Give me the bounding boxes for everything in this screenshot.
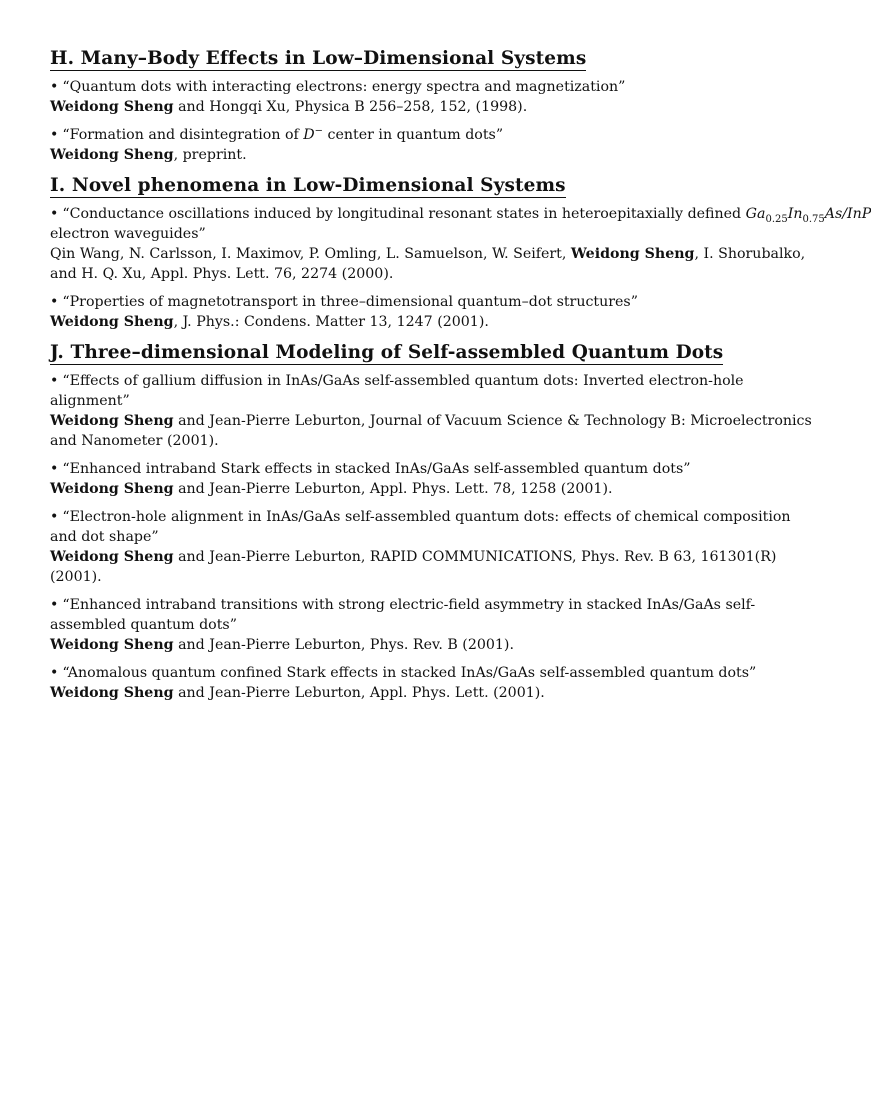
author-name: Weidong Sheng (50, 549, 174, 565)
publication-citation: Weidong Sheng and Jean-Pierre Leburton, RAPID COMMUNICATIONS, Phys. Rev. B 63, 161301(R) (2001). (50, 549, 777, 585)
publication-entry (50, 507, 820, 587)
publication-citation: Weidong Sheng and Jean-Pierre Leburton, Phys. Rev. B (2001). (50, 637, 514, 653)
publication-citation: Qin Wang, N. Carlsson, I. Maximov, P. Omling, L. Samuelson, W. Seifert, Weidong Sheng, I. Shorubalko, and H. Q. Xu, Appl. Phys. Lett. 76, 2274 (2000). (50, 246, 806, 282)
publication-entry (50, 371, 820, 451)
publication-citation: Weidong Sheng and Jean-Pierre Leburton, Journal of Vacuum Science & Technology B: Microelectronics and Nanometer (2001). (50, 413, 812, 449)
bullet-icon: • (50, 509, 59, 525)
publication-title: • “Anomalous quantum confined Stark effects in stacked InAs/GaAs self-assembled quantum dots” (50, 665, 757, 681)
publication-citation: Weidong Sheng, J. Phys.: Condens. Matter 13, 1247 (2001). (50, 314, 489, 330)
bullet-icon: • (50, 461, 59, 477)
publication-entry (50, 204, 871, 284)
author-name: Weidong Sheng (50, 314, 174, 330)
publication-entry (50, 595, 820, 655)
section-heading: J. Three–dimensional Modeling of Self-assembled Quantum Dots (50, 342, 724, 363)
author-name: Weidong Sheng (50, 685, 174, 701)
publication-title: • “Enhanced intraband transitions with strong electric-field asymmetry in stacked InAs/GaAs self-assembled quantum dots” (50, 597, 756, 633)
bullet-icon: • (50, 373, 59, 389)
publication-entry (50, 459, 820, 499)
bullet-icon: • (50, 665, 59, 681)
section-i (50, 175, 871, 332)
publication-title: • “Quantum dots with interacting electrons: energy spectra and magnetization” (50, 79, 626, 95)
section-heading: H. Many–Body Effects in Low–Dimensional Systems (50, 48, 587, 69)
publication-title: • “Conductance oscillations induced by longitudinal resonant states in heteroepitaxially defined $Ga_{0.25}In_{0.75}As$/InP (50, 206, 871, 225)
bullet-icon: • (50, 206, 59, 222)
publication-title: • “Formation and disintegration of D− center in quantum dots” (50, 125, 504, 143)
publication-entry (50, 77, 820, 117)
author-name: Weidong Sheng (50, 637, 174, 653)
author-name: Weidong Sheng (50, 481, 174, 497)
section-j (50, 342, 820, 703)
publication-entry (50, 125, 820, 165)
section-h (50, 48, 820, 165)
author-name: Weidong Sheng (50, 147, 174, 163)
publication-title: • “Effects of gallium diffusion in InAs/GaAs self-assembled quantum dots: Inverted electron-hole alignment” (50, 373, 744, 409)
author-name: Weidong Sheng (570, 246, 695, 262)
publication-title-continued: electron waveguides” (50, 226, 206, 242)
author-name: Weidong Sheng (50, 99, 174, 115)
publication-citation: Weidong Sheng and Jean-Pierre Leburton, Appl. Phys. Lett. 78, 1258 (2001). (50, 481, 613, 497)
publication-title: • “Enhanced intraband Stark effects in stacked InAs/GaAs self-assembled quantum dots” (50, 461, 691, 477)
bullet-icon: • (50, 79, 59, 95)
publication-citation: Weidong Sheng and Jean-Pierre Leburton, Appl. Phys. Lett. (2001). (50, 685, 545, 701)
section-heading: I. Novel phenomena in Low-Dimensional Systems (50, 175, 566, 196)
document-page (50, 48, 871, 713)
publication-entry (50, 663, 820, 703)
publication-title: • “Electron-hole alignment in InAs/GaAs self-assembled quantum dots: effects of chemical composition and dot shape” (50, 509, 791, 545)
bullet-icon: • (50, 294, 59, 310)
bullet-icon: • (50, 597, 59, 613)
bullet-icon: • (50, 127, 59, 143)
author-name: Weidong Sheng (50, 413, 174, 429)
publication-entry (50, 292, 820, 332)
publication-citation: Weidong Sheng and Hongqi Xu, Physica B 256–258, 152, (1998). (50, 99, 528, 115)
publication-title: • “Properties of magnetotransport in three–dimensional quantum–dot structures” (50, 294, 638, 310)
publication-citation: Weidong Sheng, preprint. (50, 147, 247, 163)
